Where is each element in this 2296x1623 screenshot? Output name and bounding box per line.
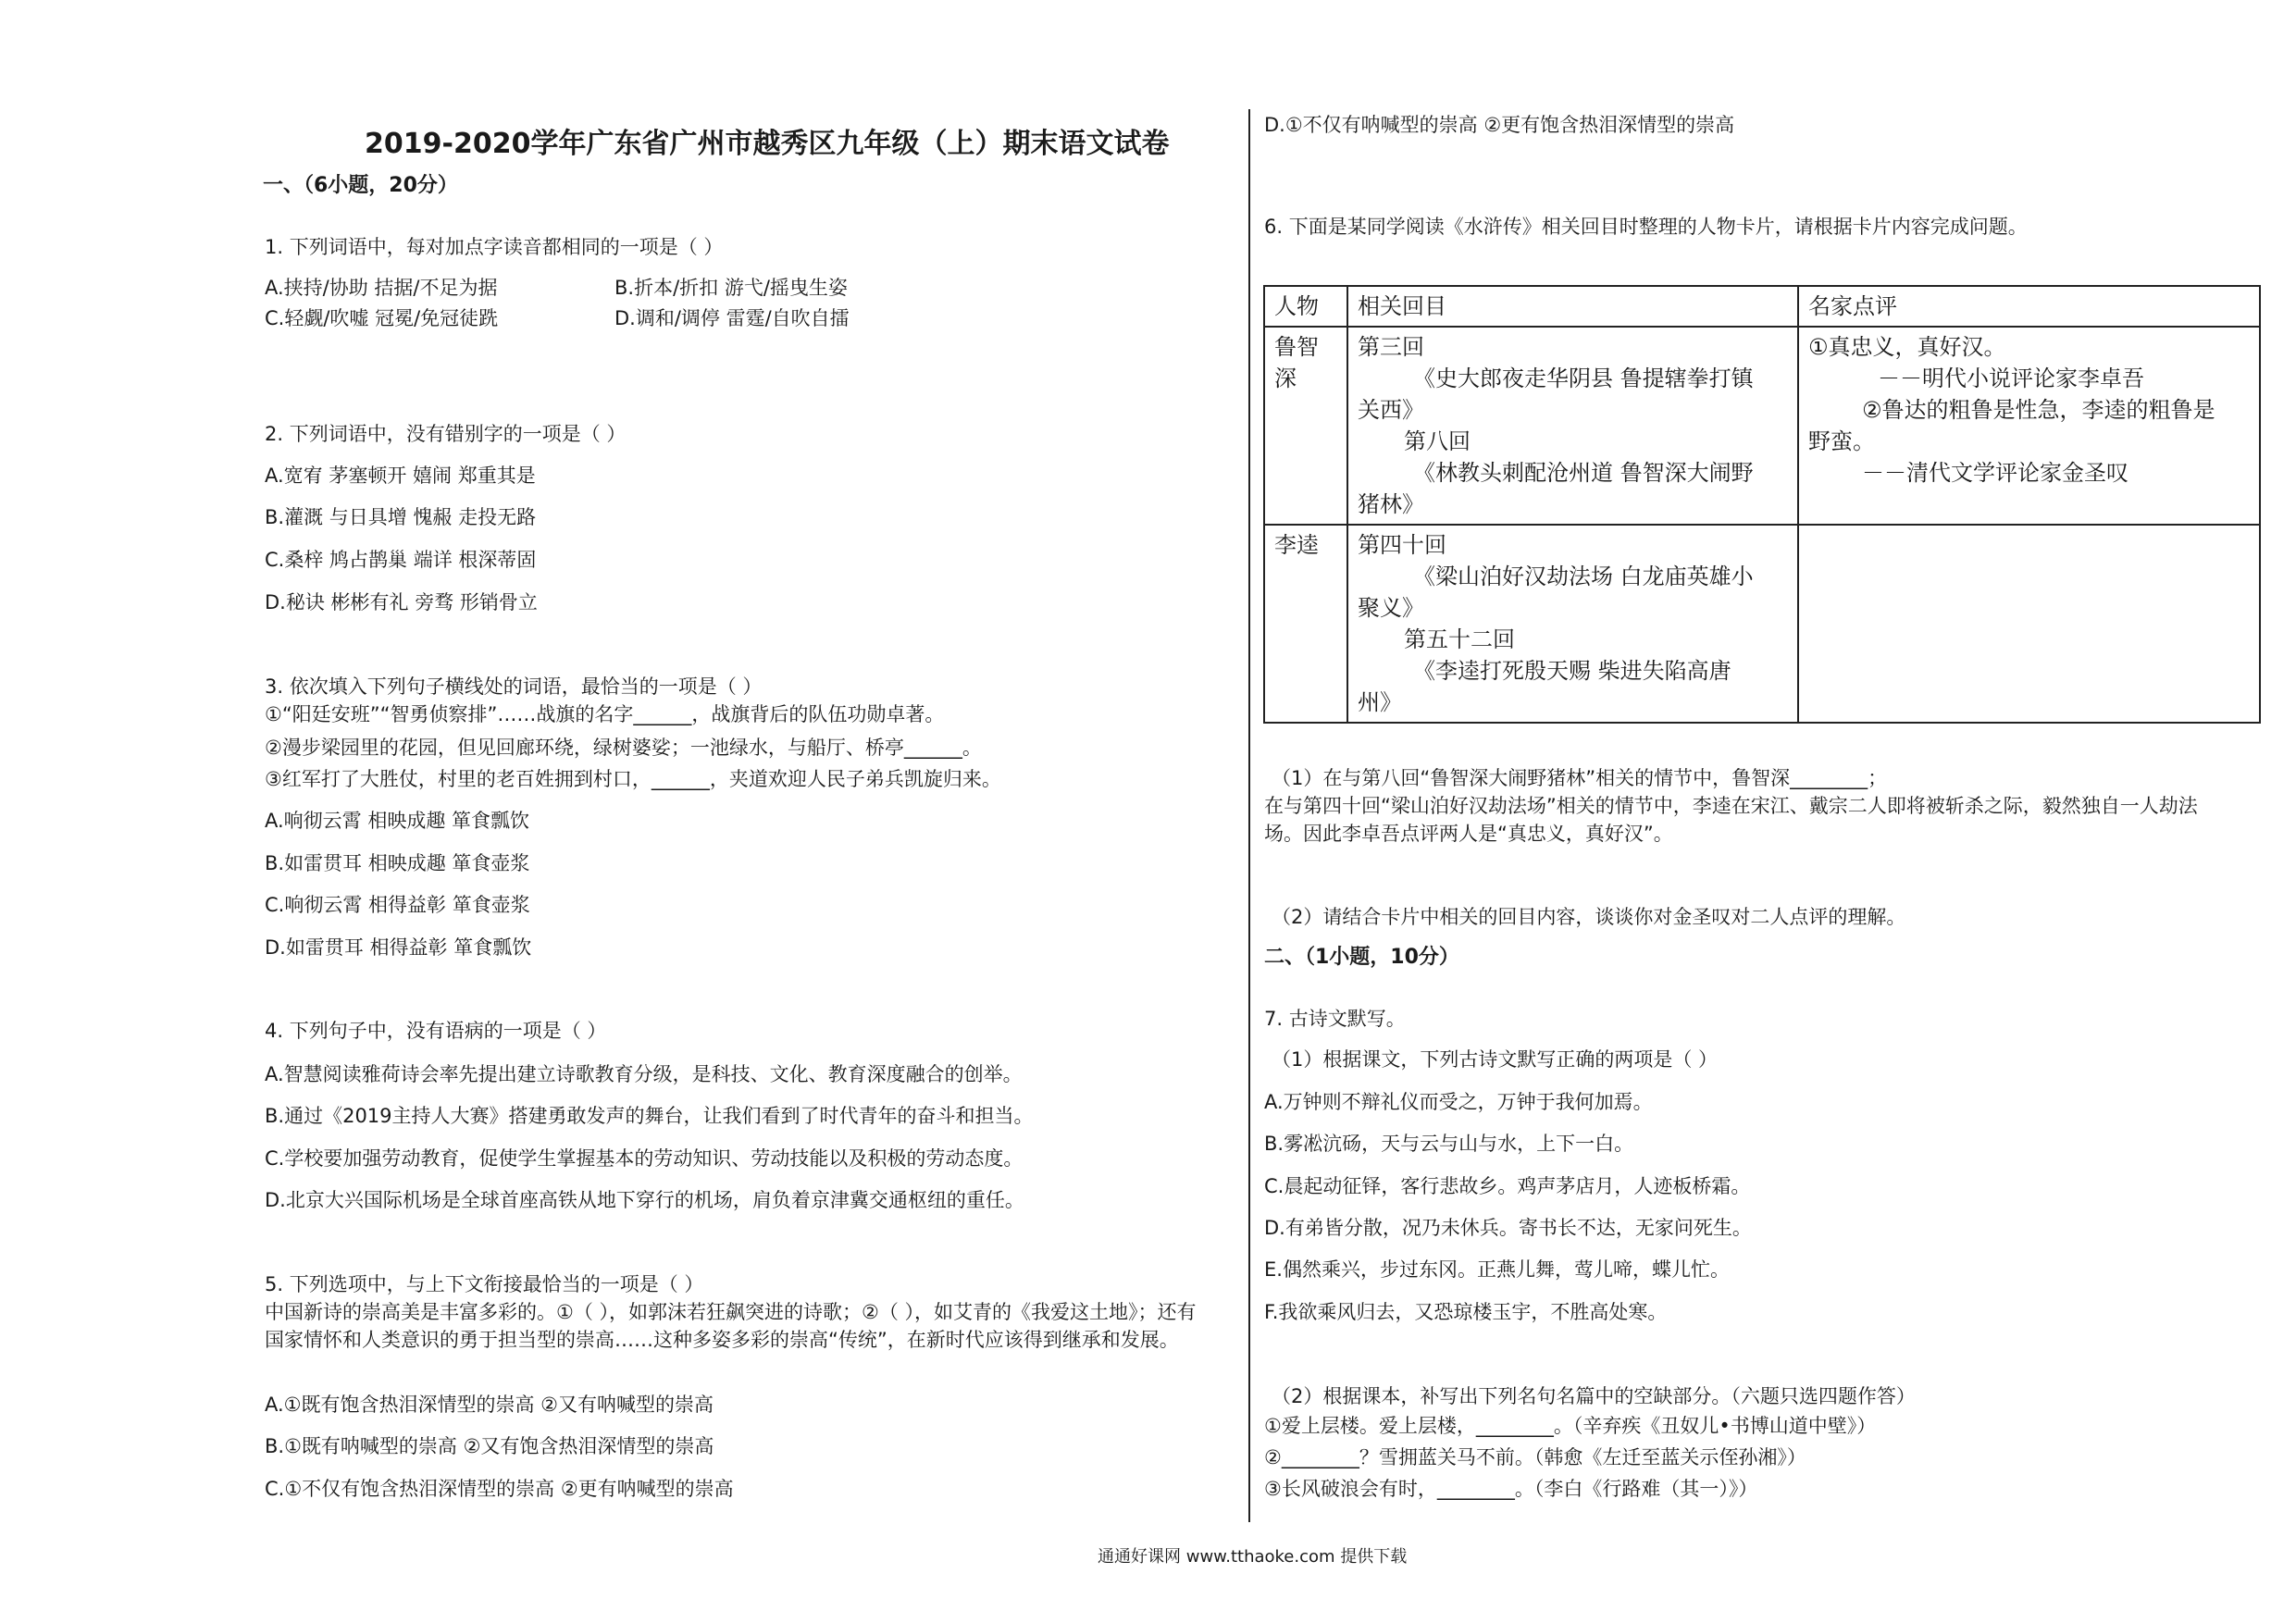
comment-line: ①真忠义，真好汉。 [1808, 334, 2006, 360]
chapters-cell [1347, 327, 1798, 525]
chapter-title: 《林教头刺配沧州道 鲁智深大闹野 [1413, 460, 1754, 486]
q2-option-b: B.灌溉 与日具增 愧赧 走投无路 [265, 506, 537, 528]
chapter-number: 第三回 [1358, 334, 1424, 360]
table-row [1264, 327, 2260, 525]
q4-stem: 4. 下列句子中，没有语病的一项是（ ） [265, 1020, 607, 1042]
q5-option-a: A.①既有饱含热泪深情型的崇高 ②又有呐喊型的崇高 [265, 1394, 714, 1416]
q5-option-b: B.①既有呐喊型的崇高 ②又有饱含热泪深情型的崇高 [265, 1435, 714, 1457]
q3-sentence-2: ②漫步梁园里的花园，但见回廊环绕，绿树婆娑；一池绿水，与船厅、桥亭______。 [265, 737, 982, 759]
chapter-number: 第八回 [1404, 428, 1471, 454]
table-header: 名家点评 [1798, 286, 2260, 327]
q7-part1: （1）根据课文，下列古诗文默写正确的两项是（ ） [1272, 1048, 1719, 1071]
q1-stem: 1. 下列词语中，每对加点字读音都相同的一项是（ ） [265, 236, 724, 258]
q7-item-1: ①爱上层楼。爱上层楼，________。（辛弃疾《丑奴儿•书博山道中壁》） [1264, 1415, 1877, 1437]
table-header: 人物 [1264, 286, 1347, 327]
comments-cell [1798, 327, 2260, 525]
table-header-row [1264, 286, 2260, 327]
chapters-cell [1347, 525, 1798, 723]
q6-sub1-line1: （1）在与第八回“鲁智深大闹野猪林”相关的情节中，鲁智深________； [1272, 767, 1888, 789]
q1-option-b: B.折本/折扣 游弋/摇曳生姿 [614, 277, 848, 299]
q3-option-d: D.如雷贯耳 相得益彰 箪食瓢饮 [265, 936, 532, 959]
q2-option-d: D.秘诀 彬彬有礼 旁骛 形销骨立 [265, 591, 538, 613]
footer-source: 通通好课网 www.tthaoke.com 提供下载 [1098, 1547, 1408, 1567]
chapter-title-cont: 聚义》 [1358, 595, 1424, 621]
chapter-title-cont: 州》 [1358, 689, 1402, 715]
person-cell: 李逵 [1264, 525, 1347, 723]
section-heading-1: 一、（6小题，20分） [263, 174, 458, 197]
q6-sub2: （2）请结合卡片中相关的回目内容，谈谈你对金圣叹对二人点评的理解。 [1272, 906, 1906, 928]
q7-part2: （2）根据课本，补写出下列名句名篇中的空缺部分。（六题只选四题作答） [1272, 1385, 1916, 1407]
chapter-number: 第五十二回 [1404, 626, 1515, 652]
q6-sub1-line2: 在与第四十回“梁山泊好汉劫法场”相关的情节中，李逵在宋江、戴宗二人即将被斩杀之际，毅然独自一人劫法场。因此李卓吾点评两人是“真忠义，真好汉”。 [1264, 795, 2198, 845]
q5-option-d: D.①不仅有呐喊型的崇高 ②更有饱含热泪深情型的崇高 [1264, 114, 1735, 136]
q7-option-f: F.我欲乘风归去，又恐琼楼玉宇，不胜高处寒。 [1264, 1301, 1668, 1323]
chapter-title: 《梁山泊好汉劫法场 白龙庙英雄小 [1413, 564, 1754, 589]
chapter-title-cont: 关西》 [1358, 397, 1424, 423]
q4-option-d: D.北京大兴国际机场是全球首座高铁从地下穿行的机场，肩负着京津冀交通枢纽的重任。 [265, 1189, 1024, 1211]
q7-item-2: ②________？雪拥蓝关马不前。（韩愈《左迁至蓝关示侄孙湘》） [1264, 1446, 1806, 1468]
chapter-number: 第四十回 [1358, 532, 1446, 558]
comments-cell-empty [1798, 525, 2260, 723]
q3-sentence-3: ③红军打了大胜仗，村里的老百姓拥到村口，______，夹道欢迎人民子弟兵凯旋归来。 [265, 768, 1001, 790]
q5-option-c: C.①不仅有饱含热泪深情型的崇高 ②更有呐喊型的崇高 [265, 1478, 734, 1500]
q1-option-d: D.调和/调停 雷霆/自吹自擂 [614, 307, 850, 329]
comment-attribution: －－清代文学评论家金圣叹 [1862, 460, 2128, 486]
q4-option-c: C.学校要加强劳动教育，促使学生掌握基本的劳动知识、劳动技能以及积极的劳动态度。 [265, 1147, 1024, 1170]
q7-option-d: D.有弟皆分散，况乃未休兵。寄书长不达，无家问死生。 [1264, 1217, 1752, 1239]
column-divider [1248, 109, 1250, 1522]
exam-title: 2019-2020学年广东省广州市越秀区九年级（上）期末语文试卷 [365, 128, 1170, 160]
q3-option-a: A.响彻云霄 相映成趣 箪食瓢饮 [265, 810, 530, 832]
q4-option-b: B.通过《2019主持人大赛》搭建勇敢发声的舞台，让我们看到了时代青年的奋斗和担当。 [265, 1105, 1034, 1127]
q1-option-c: C.轻觑/吹嘘 冠冕/免冠徒跣 [265, 307, 499, 329]
q3-option-b: B.如雷贯耳 相映成趣 箪食壶浆 [265, 852, 530, 874]
chapter-title-cont: 猪林》 [1358, 491, 1424, 517]
table-header: 相关回目 [1347, 286, 1798, 327]
q5-passage: 中国新诗的崇高美是丰富多彩的。①（ ），如郭沫若狂飙突进的诗歌；②（ ），如艾青的《我爱这土地》；还有国家情怀和人类意识的勇于担当型的崇高……这种多姿多彩的崇高“传统”，在新时代应该得到继承和发展。 [265, 1301, 1197, 1351]
q7-option-a: A.万钟则不辩礼仪而受之，万钟于我何加焉。 [1264, 1091, 1653, 1113]
q2-option-a: A.宽宥 茅塞顿开 嬉闹 郑重其是 [265, 465, 536, 487]
q3-sentence-1: ①“阳廷安班”“智勇侦察排”……战旗的名字______，战旗背后的队伍功勋卓著。 [265, 703, 945, 725]
q7-stem: 7. 古诗文默写。 [1264, 1008, 1406, 1030]
q7-option-b: B.雾凇沆砀，天与云与山与水，上下一白。 [1264, 1133, 1634, 1155]
q2-stem: 2. 下列词语中，没有错别字的一项是（ ） [265, 423, 627, 445]
chapter-title: 《史大郎夜走华阴县 鲁提辖拳打镇 [1413, 365, 1754, 391]
comment-line: 野蛮。 [1808, 428, 1875, 454]
person-cell: 鲁智深 [1264, 327, 1347, 525]
q2-option-c: C.桑梓 鸠占鹊巢 端详 根深蒂固 [265, 549, 537, 571]
comment-attribution: －－明代小说评论家李卓吾 [1878, 365, 2144, 391]
q4-option-a: A.智慧阅读雅荷诗会率先提出建立诗歌教育分级，是科技、文化、教育深度融合的创举。 [265, 1063, 1023, 1085]
q5-stem: 5. 下列选项中，与上下文衔接最恰当的一项是（ ） [265, 1273, 704, 1295]
character-card-table [1263, 285, 2261, 724]
q3-option-c: C.响彻云霄 相得益彰 箪食壶浆 [265, 894, 530, 916]
chapter-title: 《李逵打死殷天赐 柴进失陷高唐 [1413, 658, 1731, 684]
q7-item-3: ③长风破浪会有时，________。（李白《行路难（其一）》） [1264, 1478, 1758, 1500]
section-heading-2: 二、（1小题，10分） [1264, 946, 1459, 969]
q3-stem: 3. 依次填入下列句子横线处的词语，最恰当的一项是（ ） [265, 675, 763, 698]
q7-option-c: C.晨起动征铎，客行悲故乡。鸡声茅店月，人迹板桥霜。 [1264, 1175, 1751, 1197]
q1-option-a: A.挟持/协助 拮据/不足为据 [265, 277, 498, 299]
q6-stem: 6. 下面是某同学阅读《水浒传》相关回目时整理的人物卡片，请根据卡片内容完成问题。 [1264, 216, 2028, 238]
table-row [1264, 525, 2260, 723]
q7-option-e: E.偶然乘兴，步过东冈。正燕儿舞，莺儿啼，蝶儿忙。 [1264, 1258, 1730, 1281]
comment-line: ②鲁达的粗鲁是性急，李逵的粗鲁是 [1862, 397, 2215, 423]
